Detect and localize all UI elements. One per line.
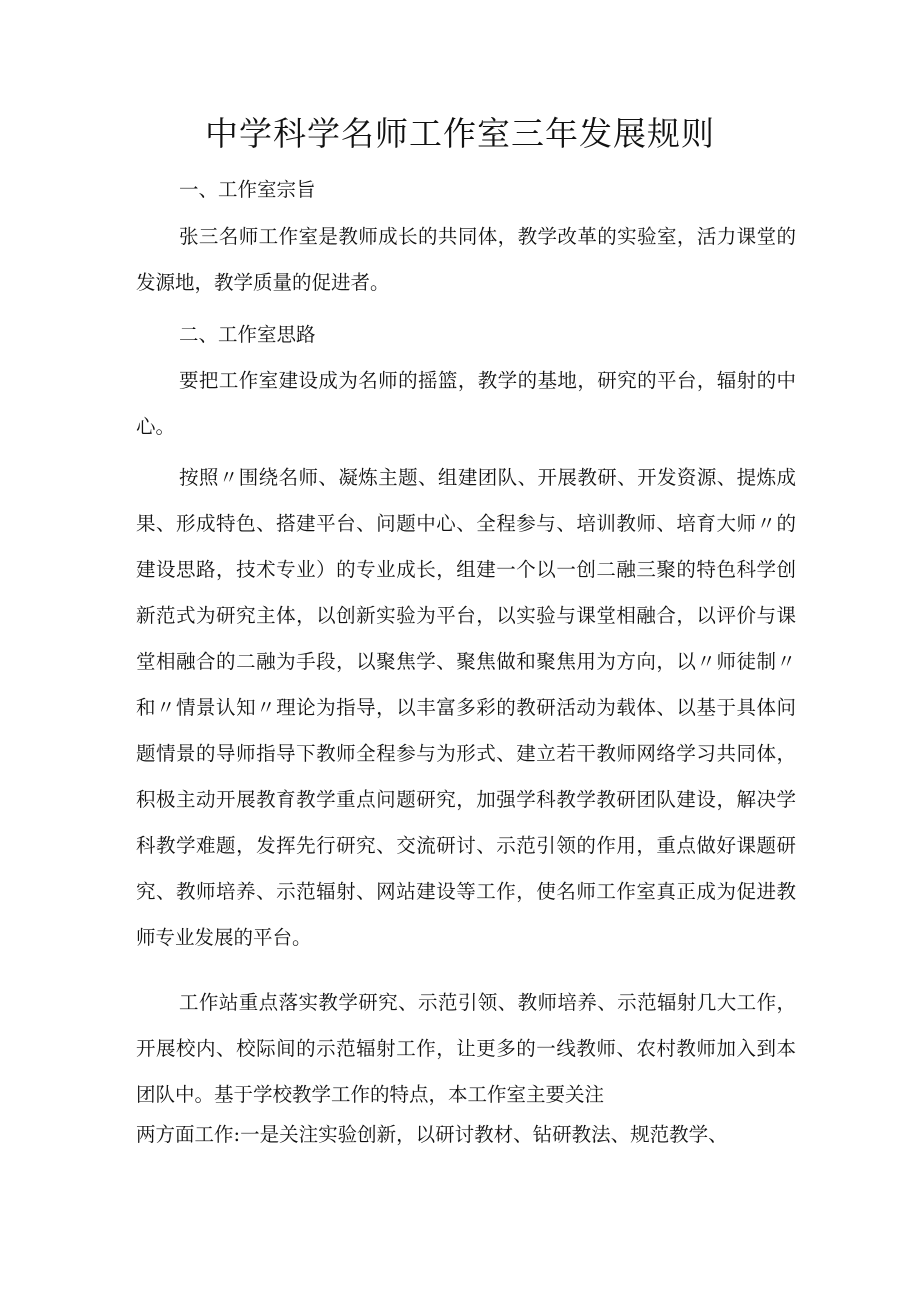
paragraph-approach-detail: 按照〃围绕名师、凝炼主题、组建团队、开展教研、开发资源、提炼成果、形成特色、搭建平台、问题中心、全程参与、培训教师、培育大师〃的建设思路，技术专业）的专业成长，组建一个以一创二融三聚的特色科学创新范式为研究主体，以创新实验为平台，以实验与课堂相融合，以评价与课堂相融合的二融为手段，以聚焦学、聚焦做和聚焦用为方向，以〃师徒制〃和〃情景认知〃理论为指导，以丰富多彩的教研活动为载体、以基于具体问题情景的导师指导下教师全程参与为形式、建立若干教师网络学习共同体，积极主动开展教育教学重点问题研究，加强学科教学教研团队建设，解决学科教学难题，发挥先行研究、交流研讨、示范引领的作用，重点做好课题研究、教师培养、示范辐射、网站建设等工作，使名师工作室真正成为促进教师专业发展的平台。 xyxy=(136,466,796,949)
section-heading-purpose: 一、工作室宗旨 xyxy=(179,178,316,201)
paragraph-two-aspects: 两方面工作:一是关注实验创新，以研讨教材、钻研教法、规范教学、 xyxy=(136,1123,728,1146)
paragraph-purpose: 张三名师工作室是教师成长的共同体，教学改革的实验室，活力课堂的发源地，教学质量的促进者。 xyxy=(136,225,796,294)
paragraph-focus: 工作站重点落实教学研究、示范引领、教师培养、示范辐射几大工作，开展校内、校际间的示范辐射工作，让更多的一线教师、农村教师加入到本团队中。基于学校教学工作的特点，本工作室主要关注 xyxy=(136,991,796,1106)
paragraph-goal: 要把工作室建设成为名师的摇篮，教学的基地，研究的平台，辐射的中心。 xyxy=(136,369,796,438)
section-heading-approach: 二、工作室思路 xyxy=(179,323,316,346)
document-title: 中学科学名师工作室三年发展规则 xyxy=(205,114,715,153)
